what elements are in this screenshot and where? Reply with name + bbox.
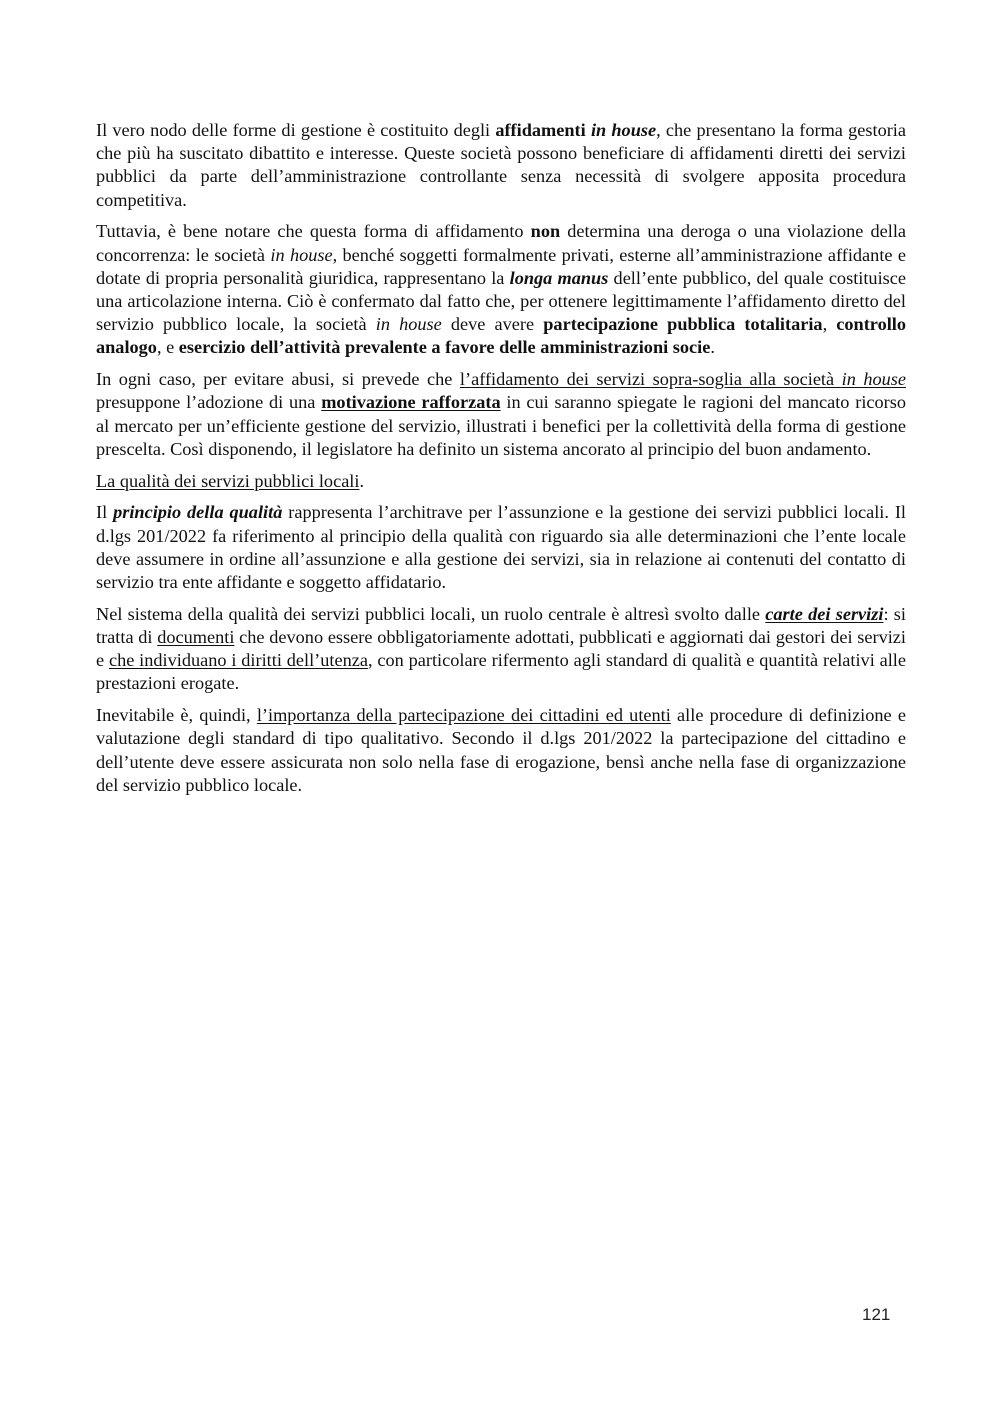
paragraph-carte-dei-servizi [96, 603, 906, 696]
underlined-text: documenti [157, 627, 235, 648]
underlined-text: l’importanza della partecipazione dei cittadini ed utenti [256, 705, 671, 726]
text-run: presuppone l’adozione di una [96, 392, 322, 413]
text-run: . [710, 337, 715, 358]
bold-italic-term: principio della qualità [113, 502, 283, 523]
paragraph-partecipazione [96, 704, 906, 797]
text-run: : si tratta di [96, 603, 906, 648]
text-run: dell’ente pubblico, del quale costituisce una articolazione interna. Ciò è confermato dal fatto che, per ottenere legittimamente l’affidamento diretto del servizio pubblico locale, la società [96, 267, 906, 335]
heading-text: La qualità dei servizi pubblici locali [96, 470, 360, 491]
text-run: . [359, 470, 365, 491]
paragraph-principio-qualita [96, 501, 906, 594]
paragraph-concorrenza [96, 220, 906, 359]
underlined-text: l’affidamento dei servizi sopra-soglia alla società [459, 369, 842, 390]
paragraph-affidamenti-in-house [96, 119, 906, 212]
text-run: , benché soggetti formalmente privati, esterne all’amministrazione affidante e dotate di propria personalità giuridica, rappresentano la [96, 244, 906, 288]
italic-term: in house [375, 314, 442, 335]
bold-italic-term: longa manus [509, 267, 609, 288]
bold-term: controllo analogo [96, 314, 907, 358]
bold-term: esercizio dell’attività prevalente a favore delle amministrazioni socie [178, 337, 711, 358]
bold-underlined-term: motivazione rafforzata [321, 392, 501, 413]
text-run: Tuttavia, è bene notare che questa forma di affidamento [96, 221, 531, 242]
text-run: Nel sistema della qualità dei servizi pubblici locali, un ruolo centrale è altresì svolto dalle [96, 603, 766, 624]
text-run: che devono essere obbligatoriamente adottati, pubblicati e aggiornati dai gestori dei servizi e [96, 627, 906, 671]
text-run: , [822, 314, 837, 335]
text-run: rappresenta l’architrave per l’assunzione e la gestione dei servizi pubblici locali. Il d.lgs 201/2022 fa riferimento al principio della qualità con riguardo sia alle determinazioni che l’ente locale deve assumere in ordine all’assunzione e alla gestione dei servizi, sia in relazione ai contenuti del contatto di servizio tra ente affidante e soggetto affidatario. [96, 502, 906, 593]
underlined-phrase [460, 369, 906, 389]
text-run: Il vero nodo delle forme di gestione è costituito degli [96, 120, 496, 140]
text-run: deve avere [441, 314, 544, 335]
text-run: , con particolare rifermento agli standard di qualità e quantità relativi alle prestazioni erogate. [96, 650, 906, 694]
page-number: 121 [862, 1305, 891, 1324]
text-run: Il [96, 502, 114, 523]
text-run: in cui saranno spiegate le ragioni del mancato ricorso al mercato per un’efficiente gestione del servizio, illustrati i benefici per la collettività della forma di gestione prescelta. Così disponendo, il legislatore ha definito un sistema ancorato al principio del buon andamento. [96, 392, 906, 459]
text-run: , e [156, 337, 179, 358]
bold-italic-underlined-term: carte dei servizi [765, 603, 884, 624]
section-heading [96, 470, 906, 493]
text-run: Inevitabile è, quindi, [96, 705, 257, 726]
italic-term: in house [270, 244, 333, 265]
underlined-text: che individuano i diritti dell’utenza [108, 650, 368, 671]
bold-term: partecipazione pubblica totalitaria [543, 314, 823, 335]
text-run: In ogni caso, per evitare abusi, si prevede che [96, 369, 460, 390]
paragraph-motivazione-rafforzata [96, 368, 906, 461]
text-run: , che presentano la forma gestoria che più ha suscitato dibattito e interesse. Queste società possono beneficiare di affidamenti diretti dei servizi pubblici da parte dell’amministrazione controllante senza necessità di svolgere apposita procedura competitiva. [96, 120, 906, 210]
text-run: alle procedure di definizione e valutazione degli standard di tipo qualitativo. Secondo il d.lgs 201/2022 la partecipazione del cittadino e dell’utente deve essere assicurata non solo nella fase di erogazione, bensì anche nella fase di organizzazione del servizio pubblico locale. [96, 705, 906, 795]
document-page [96, 119, 906, 806]
bold-italic-term: in house [590, 120, 657, 140]
italic-term: in house [841, 369, 906, 390]
bold-term: non [530, 221, 561, 242]
text-run: determina una deroga o una violazione della concorrenza: le società [96, 221, 907, 265]
bold-term: affidamenti [495, 120, 586, 140]
